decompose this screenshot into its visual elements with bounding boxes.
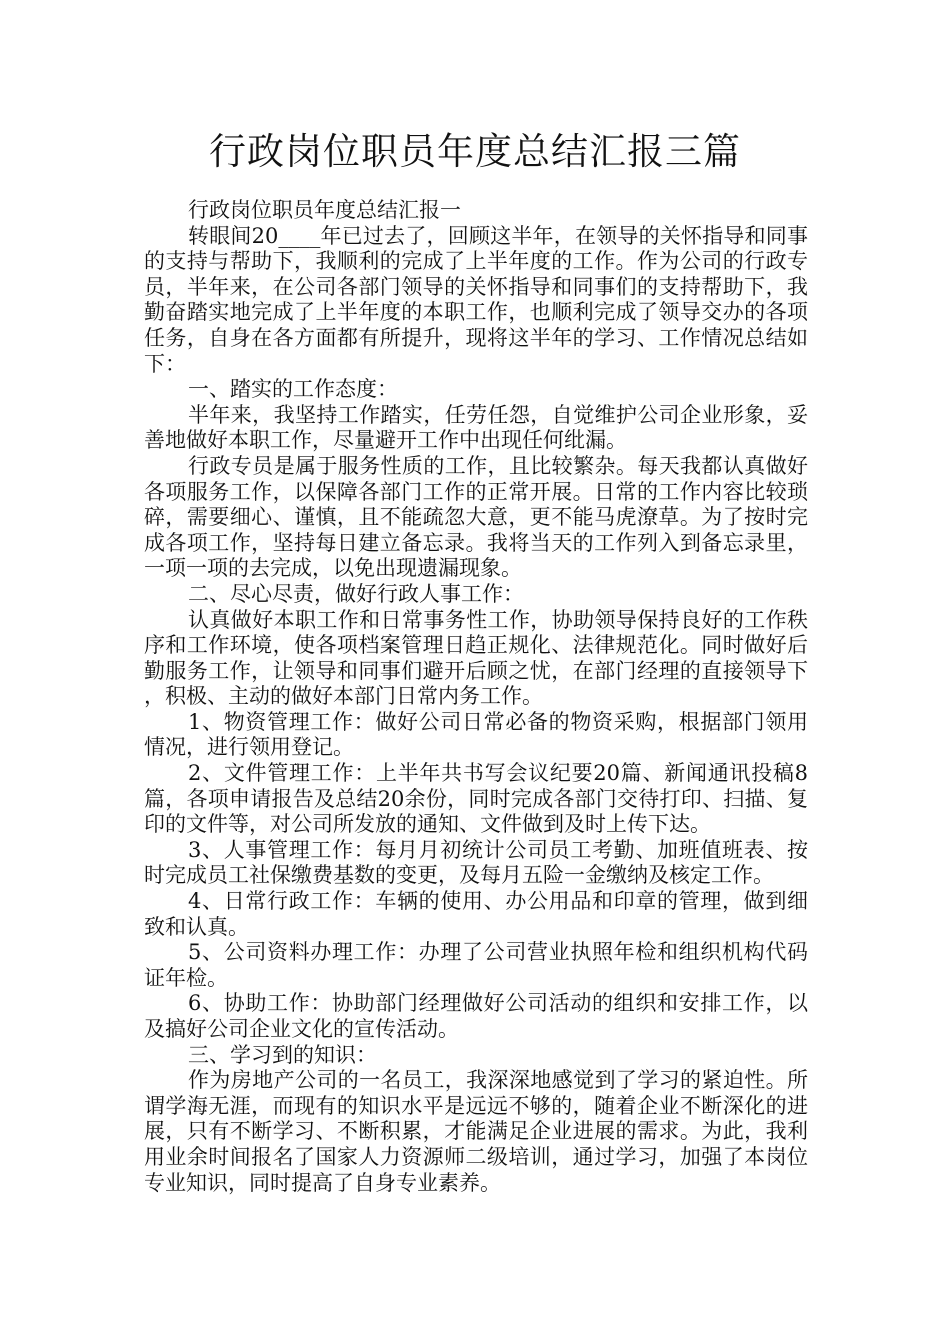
list-item: 2、文件管理工作：上半年共书写会议纪要20篇、新闻通讯投稿8篇，各项申请报告及总结20余份，同时完成各部门交待打印、扫描、复印的文件等，对公司所发放的通知、文件做到及时上传下达。	[144, 761, 808, 837]
document-body	[144, 198, 808, 1196]
list-item: 5、公司资料办理工作：办理了公司营业执照年检和组织机构代码证年检。	[144, 940, 808, 990]
paragraph: 行政专员是属于服务性质的工作，且比较繁杂。每天我都认真做好各项服务工作，以保障各部门工作的正常开展。日常的工作内容比较琐碎，需要细心、谨慎，且不能疏忽大意，更不能马虎潦草。为了按时完成各项工作，坚持每日建立备忘录。我将当天的工作列入到备忘录里，一项一项的去完成，以免出现遗漏现象。	[144, 453, 808, 581]
section-heading: 行政岗位职员年度总结汇报一	[188, 198, 461, 222]
list-item: 4、日常行政工作：车辆的使用、办公用品和印章的管理，做到细致和认真。	[144, 889, 808, 939]
paragraph: 半年来，我坚持工作踏实，任劳任怨，自觉维护公司企业形象，妥善地做好本职工作，尽量避开工作中出现任何纰漏。	[144, 402, 808, 453]
paragraph: 作为房地产公司的一名员工，我深深地感觉到了学习的紧迫性。所谓学海无涯，而现有的知识水平是远远不够的，随着企业不断深化的进展，只有不断学习、不断积累，才能满足企业进展的需求。为此，我利用业余时间报名了国家人力资源师二级培训，通过学习，加强了本岗位专业知识，同时提高了自身专业素养。	[144, 1068, 808, 1195]
list-item: 1、物资管理工作：做好公司日常必备的物资采购，根据部门领用情况，进行领用登记。	[144, 709, 808, 760]
section-heading: 一、踏实的工作态度：	[188, 377, 398, 402]
section-heading: 二、尽心尽责，做好行政人事工作：	[188, 581, 524, 606]
section-heading: 三、学习到的知识：	[188, 1042, 377, 1067]
list-item: 3、人事管理工作：每月月初统计公司员工考勤、加班值班表、按时完成员工社保缴费基数的变更，及每月五险一金缴纳及核定工作。	[144, 837, 808, 888]
paragraph: 认真做好本职工作和日常事务性工作，协助领导保持良好的工作秩序和工作环境，使各项档案管理日趋正规化、法律规范化。同时做好后勤服务工作，让领导和同事们避开后顾之忧，在部门经理的直接领导下，积极、主动的做好本部门日常内务工作。	[144, 607, 808, 709]
list-item: 6、协助工作：协助部门经理做好公司活动的组织和安排工作，以及搞好公司企业文化的宣传活动。	[144, 991, 808, 1041]
page-title: 行政岗位职员年度总结汇报三篇	[209, 130, 741, 173]
paragraph: 转眼间20____年已过去了，回顾这半年，在领导的关怀指导和同事的支持与帮助下，我顺利的完成了上半年度的工作。作为公司的行政专员，半年来，在公司各部门领导的关怀指导和同事们的支持帮助下，我勤奋踏实地完成了上半年度的本职工作，也顺利完成了领导交办的各项任务，自身在各方面都有所提升，现将这半年的学习、工作情况总结如下：	[144, 223, 808, 376]
